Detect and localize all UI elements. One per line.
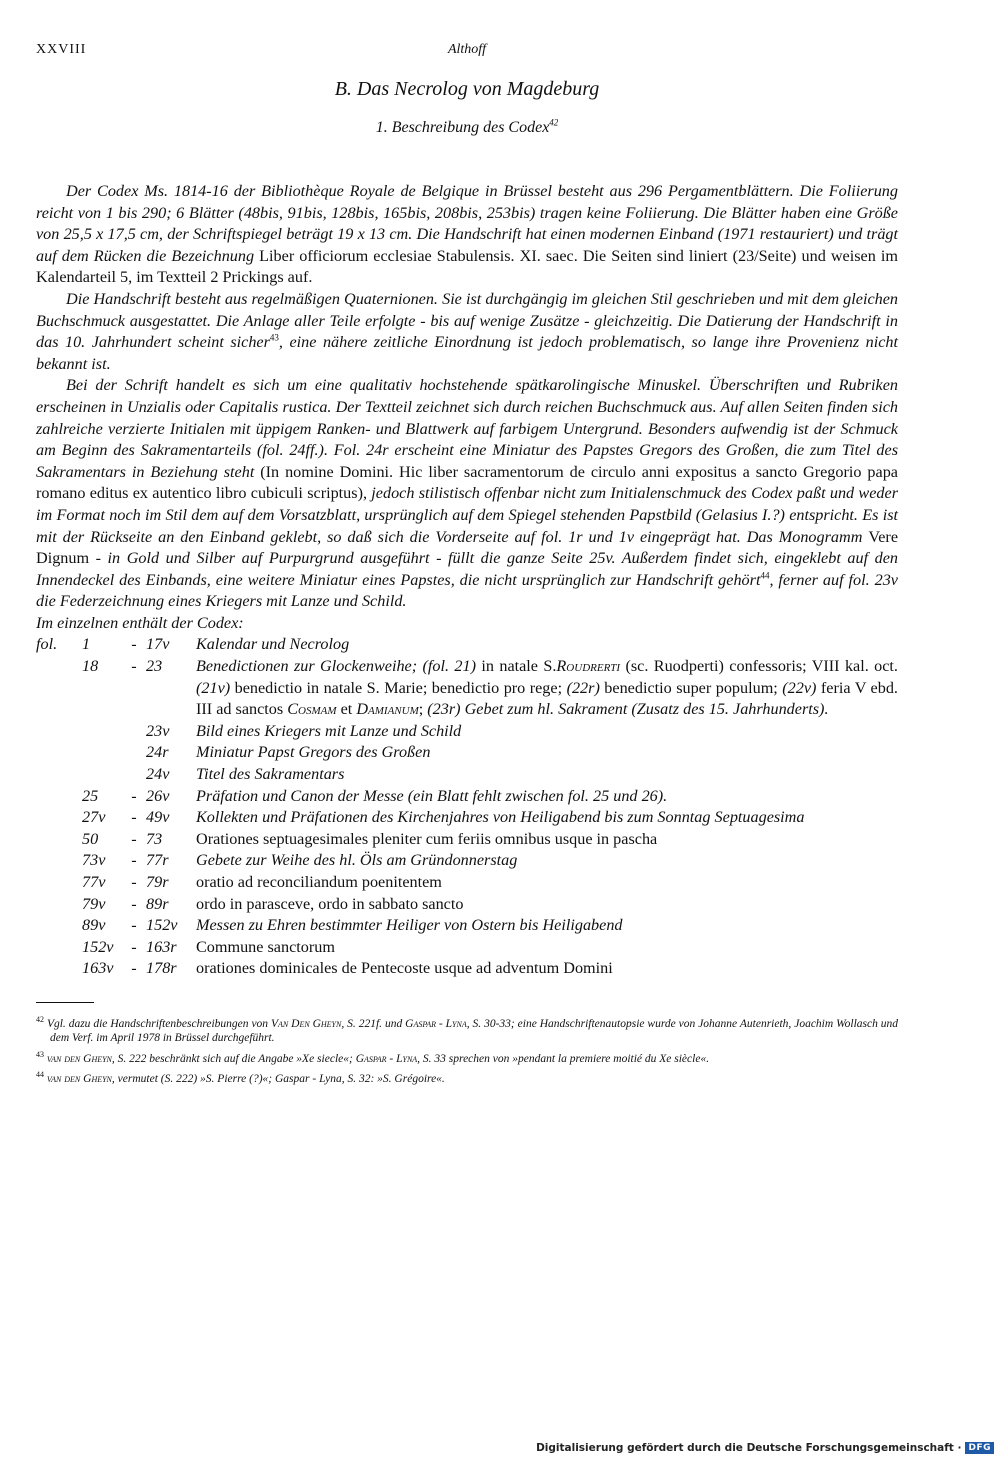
- text-run: ordo in parasceve, ordo in sabbato sancto: [196, 894, 464, 913]
- footnote-number: 43: [36, 1049, 44, 1059]
- footnote: [36, 1048, 898, 1066]
- text-run: orationes dominicales de Pentecoste usque ad adventum Domini: [196, 959, 613, 978]
- contents-description: [196, 634, 898, 656]
- folio-to: 24r: [146, 743, 169, 762]
- text-run: (sc. Ruodperti) confessoris; VIII kal. oct.: [620, 657, 898, 676]
- text-run: benedictio super populum;: [599, 678, 783, 697]
- text-run: Bild eines Kriegers mit Lanze und Schild: [196, 721, 462, 740]
- text-run: Orationes septuagesimales pleniter cum feriis omnibus usque in pascha: [196, 829, 658, 848]
- contents-description: [196, 656, 898, 721]
- text-run: Liber officiorum ecclesiae Stabulensis. XI. saec. Die Seiten sind liniert (23/Seite) und weisen im Kalendarteil 5, im Textteil 2 Prickings auf.: [36, 246, 898, 287]
- text-run: Vere Dignum: [36, 527, 898, 568]
- dfg-separator: ·: [953, 1442, 962, 1454]
- folio-to: 77r: [146, 851, 169, 870]
- paragraph: [36, 289, 898, 375]
- folio-from: 77v: [82, 873, 106, 891]
- contents-entry: [36, 764, 898, 786]
- text-run: (22r): [566, 678, 600, 697]
- text-run: , S. 221f. und: [341, 1017, 406, 1030]
- contents-description: [196, 829, 898, 851]
- contents-description: [196, 850, 898, 872]
- text-run: (23r) Gebet zum hl. Sakrament (Zusatz des 15. Jahrhunderts).: [427, 700, 829, 719]
- contents-description: [196, 937, 898, 959]
- contents-entry: [36, 937, 898, 959]
- folio-from: 152v: [82, 937, 114, 956]
- folio-to: 89r: [146, 894, 169, 913]
- footnote: [36, 1068, 898, 1086]
- contents-entry: [36, 829, 898, 851]
- contents-description: [196, 958, 898, 980]
- folio-dash: -: [131, 873, 137, 891]
- text-run: , eine nähere zeitliche Einordnung ist jedoch problematisch, so lange ihre Provenienz nicht bekannt ist.: [36, 333, 898, 373]
- text-run: Der Codex Ms. 1814-16 der Bibliothèque Royale de Belgique in Brüssel besteht aus 296 Pergamentblättern. Die Foliierung reicht von 1 bis 290; 6 Blätter (48bis, 91bis, 128bis, 165bis, 208bis, 253bis) tragen keine Foliierung. Die Blätter haben eine Größe von 25,5 x 17,5 cm, der Schriftspiegel beträgt 19 x 13 cm. Die Handschrift hat einen modernen Einband (1971 restauriert) und trägt auf dem Rücken die Bezeichnung: [36, 182, 898, 265]
- running-title: Althoff: [447, 42, 487, 57]
- paragraph: [36, 181, 898, 289]
- text-run: Miniatur Papst Gregors des Großen: [196, 743, 431, 762]
- text-run: Roudrerti: [556, 657, 621, 676]
- text-run: (21v): [196, 678, 231, 697]
- footnote-number: 44: [36, 1070, 44, 1080]
- text-run: Die Handschrift besteht aus regelmäßigen Quaternionen. Sie ist durchgängig im gleichen Stil geschrieben und mit dem gleichen Buchschmuck ausgestattet. Die Anlage aller Teile erfolgte - bis auf wenige Zusätze - gleichzeitig. Die Datierung der Handschrift in das 10. Jahrhundert scheint sicher: [36, 289, 898, 352]
- folio-dash: -: [131, 937, 137, 956]
- folio-prefix: fol.: [36, 635, 58, 654]
- folio-from: 89v: [82, 916, 106, 935]
- folio-dash: -: [131, 808, 137, 827]
- contents-description: [196, 894, 898, 916]
- text-run: Messen zu Ehren bestimmter Heiliger von Ostern bis Heiligabend: [196, 916, 623, 935]
- contents-description: [196, 872, 898, 894]
- text-run: et: [336, 700, 357, 719]
- folio-dash: -: [131, 916, 137, 935]
- contents-entry: [36, 915, 898, 937]
- contents-entry: [36, 634, 898, 656]
- text-run: Commune sanctorum: [196, 937, 335, 956]
- folio-from: 163v: [82, 959, 114, 978]
- contents-entry: [36, 721, 898, 743]
- folio-dash: -: [131, 851, 137, 870]
- contents-description: [196, 764, 898, 786]
- folio-to: 23v: [146, 721, 170, 740]
- folio-to: 178r: [146, 959, 177, 978]
- footnote-rule: [36, 1002, 94, 1003]
- folio-from: 73v: [82, 851, 106, 870]
- folio-to: 24v: [146, 765, 170, 784]
- contents-description: [196, 742, 898, 764]
- subsection-title-text: 1. Beschreibung des Codex: [375, 119, 550, 136]
- text-run: benedictio in natale S. Marie; benedictio pro rege;: [230, 678, 567, 697]
- text-run: , vermutet (S. 222) »S. Pierre (?)«; Gaspar - Lyna, S. 32: »S. Grégoire«.: [111, 1073, 445, 1086]
- folio-from: 25: [82, 786, 99, 805]
- text-run: ;: [418, 700, 428, 719]
- paragraph: [36, 375, 898, 613]
- footnote: [36, 1013, 898, 1046]
- text-run: (22v): [782, 678, 817, 697]
- contents-entry: [36, 656, 898, 721]
- contents-entry: [36, 742, 898, 764]
- text-run: Cosmam: [287, 700, 337, 719]
- text-run: Präfation und Canon der Messe (ein Blatt fehlt zwischen fol. 25 und 26).: [196, 786, 668, 805]
- text-run: jedoch stilistisch offenbar nicht zum Initialenschmuck des Codex paßt und weder im Format noch im Stil dem auf dem Vorsatzblatt, ursprünglich auf dem Spiegel stehenden Papstbild (Gelasius I.?) entspricht. Es ist mit der Rückseite an den Einband geklebt, so daß sich die Vorderseite auf fol. 1r und 1v eingeprägt hat. Das Monogramm: [36, 484, 898, 546]
- section-title: B. Das Necrolog von Magdeburg: [334, 78, 600, 100]
- folio-to: 23: [146, 657, 163, 676]
- footnote-number: 42: [36, 1014, 44, 1024]
- contents-entry: [36, 850, 898, 872]
- text-run: Kalendar und Necrolog: [196, 635, 350, 654]
- folio-from: 18: [82, 657, 99, 676]
- text-run: Van Den Gheyn: [270, 1017, 342, 1030]
- contents-description: [196, 807, 898, 829]
- contents-intro: Im einzelnen enthält der Codex:: [36, 613, 244, 632]
- text-run: , S. 222 beschränkt sich auf die Angabe »Xe siecle«;: [111, 1052, 356, 1065]
- text-run: van den Gheyn: [46, 1073, 112, 1086]
- body-text: [36, 181, 898, 613]
- dfg-logo: DFG: [965, 1442, 994, 1454]
- folio-to: 79r: [146, 873, 169, 891]
- folio-from: 50: [82, 829, 99, 848]
- text-run: Kollekten und Präfationen des Kirchenjahres von Heiligabend bis zum Sonntag Septuagesima: [196, 808, 805, 827]
- folio-dash: -: [131, 657, 137, 676]
- text-run: Damianum: [356, 700, 419, 719]
- folio-to: 26v: [146, 786, 170, 805]
- folio-dash: -: [131, 829, 137, 848]
- contents-entry: [36, 786, 898, 808]
- folio-dash: -: [131, 894, 137, 913]
- dfg-credit: [536, 1442, 994, 1454]
- contents-entry: [36, 872, 898, 894]
- text-run: Bei der Schrift handelt es sich um eine qualitativ hochstehende spätkarolingische Minuskel. Überschriften und Rubriken erscheinen in Unzialis oder Capitalis rustica. Der Textteil zeichnet sich durch reichen Buchschmuck aus. Auf allen Seiten finden sich zahlreiche verzierte Initialen mit üppigem Ranken- und Blattwerk auf farbigem Untergrund. Besonders aufwendig ist der Schmuck am Beginn des Sakramentarteils (fol. 24ff.). Fol. 24r erscheint eine Miniatur des Papstes Gregors des Großen, die zum Titel des Sakramentars in Beziehung steht: [36, 376, 898, 481]
- footnote-ref: 43: [269, 332, 279, 343]
- folio-dash: -: [131, 959, 137, 978]
- text-run: Vgl. dazu die Handschriftenbeschreibungen von: [46, 1017, 271, 1030]
- contents-entry: [36, 894, 898, 916]
- contents-entry: [36, 807, 898, 829]
- folio-to: 17v: [146, 635, 170, 654]
- folio-from: 1: [82, 635, 91, 654]
- text-run: Benedictionen zur Glockenweihe; (fol. 21): [196, 657, 482, 676]
- contents-description: [196, 915, 898, 937]
- footnote-ref: 44: [760, 570, 770, 581]
- text-run: Titel des Sakramentars: [196, 765, 345, 784]
- text-run: Gaspar - Lyna: [355, 1052, 418, 1065]
- folio-from: 27v: [82, 808, 106, 827]
- folio-dash: -: [131, 786, 137, 805]
- subsection-title: [36, 119, 898, 137]
- contents-description: [196, 786, 898, 808]
- text-run: oratio ad reconciliandum poenitentem: [196, 873, 442, 891]
- contents-entry: [36, 958, 898, 980]
- folio-to: 73: [146, 829, 163, 848]
- page-number: XXVIII: [36, 42, 87, 57]
- text-run: van den Gheyn: [46, 1052, 112, 1065]
- text-run: Gebete zur Weihe des hl. Öls am Gründonnerstag: [196, 851, 518, 870]
- footnotes: [36, 1013, 898, 1087]
- text-run: , S. 33 sprechen von »pendant la premiere moitié du Xe siècle«.: [417, 1052, 710, 1065]
- folio-from: 79v: [82, 894, 106, 913]
- text-run: , ferner auf fol. 23v die Federzeichnung eines Kriegers mit Lanze und Schild.: [36, 570, 898, 611]
- text-run: Gaspar - Lyna: [405, 1017, 467, 1030]
- folio-dash: -: [131, 635, 137, 654]
- text-run: (In nomine Domini. Hic liber sacramentorum de circulo anni expositus a sancto Gregorio papa romano editus ex autentico libro cubiculi scriptus),: [36, 462, 898, 503]
- text-run: - in Gold und Silber auf Purpurgrund ausgeführt - füllt die ganze Seite 25v. Außerdem findet sich, eingeklebt auf den Innendeckel des Einbands, eine weitere Miniatur eines Papstes, die nicht ursprünglich zur Handschrift gehört: [36, 549, 898, 589]
- folio-to: 163r: [146, 937, 177, 956]
- footnote-ref-42: 42: [549, 117, 559, 128]
- folio-to: 49v: [146, 808, 170, 827]
- dfg-credit-text: Digitalisierung gefördert durch die Deutsche Forschungsgemeinschaft: [536, 1442, 954, 1454]
- contents-list: [36, 634, 898, 980]
- running-head: [36, 42, 898, 72]
- text-run: feria V ebd. III ad sanctos: [196, 678, 898, 719]
- contents-description: [196, 721, 898, 743]
- text-run: in natale S.: [481, 657, 557, 676]
- folio-to: 152v: [146, 916, 178, 935]
- page: [36, 42, 898, 1089]
- text-run: , S. 30-33; eine Handschriftenautopsie wurde von Johanne Autenrieth, Joachim Wollasch und dem Verf. im April 1978 in Brüssel durchgeführt.: [50, 1017, 899, 1045]
